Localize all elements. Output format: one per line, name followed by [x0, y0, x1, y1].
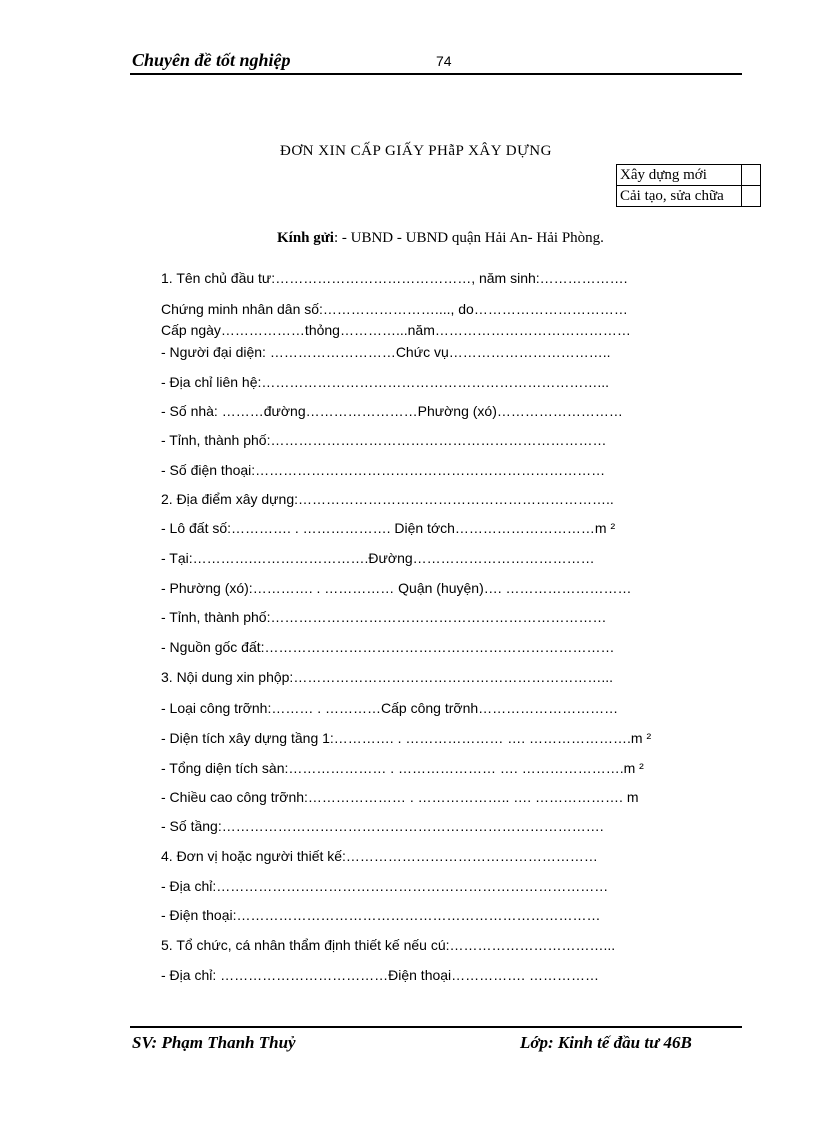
footer-student: SV: Phạm Thanh Thuỷ — [132, 1033, 296, 1052]
form-line: - Phường (xó):…………. . …………… Quận (huyện)…. ……………………… — [161, 580, 632, 596]
form-line: - Điện thoại:…………………………………………………………………… — [161, 907, 601, 923]
footer-divider — [130, 1026, 742, 1028]
form-title: ĐƠN XIN CẤP GIẤY PHẫP XÂY DỰNG — [280, 143, 552, 159]
form-line: - Địa chỉ liên hệ:………………………………………………………………... — [161, 374, 610, 390]
recipient-text: : - UBND - UBND quận Hải An- Hải Phòng. — [333, 230, 604, 246]
option-label-renovation: Cải tạo, sửa chữa — [617, 186, 742, 207]
form-line: - Nguồn gốc đất:………………………………………………………………… — [161, 639, 615, 655]
recipient-label: Kính gửi — [277, 230, 334, 246]
form-line: - Số nhà: ………đường……………………Phường (xó)……………………… — [161, 403, 623, 419]
form-line: Cấp ngày………………thỏng…………...năm…………………………………… — [161, 322, 631, 338]
option-checkbox-new-construction — [742, 165, 761, 186]
header-divider — [130, 73, 742, 75]
option-checkbox-renovation — [742, 186, 761, 207]
option-row — [617, 186, 761, 207]
page-number: 74 — [436, 53, 452, 69]
form-line: - Tại:………….…………………….Đường………………………………… — [161, 550, 595, 566]
form-line: - Tỉnh, thành phố:……………………………………………………………… — [161, 609, 607, 625]
form-line: 5. Tổ chức, cá nhân thẩm định thiết kế nếu cú:……………………………... — [161, 937, 616, 953]
footer-class: Lớp: Kinh tế đầu tư 46B — [520, 1033, 692, 1052]
form-line: 1. Tên chủ đầu tư:……………………………………, năm sinh:………………. — [161, 270, 628, 286]
form-line: - Địa chỉ:………………………………………………………………………… — [161, 878, 609, 894]
form-line: - Số tầng:………………………………………………………………………. — [161, 818, 604, 834]
form-line: Chứng minh nhân dân số:……………………...., do…………………………… — [161, 301, 628, 317]
option-row — [617, 165, 761, 186]
form-line: 2. Địa điểm xây dựng:………………………………………………………….. — [161, 491, 614, 507]
form-line: - Số điện thoại:………………………………………………………………… — [161, 462, 606, 478]
form-line: - Lô đất số:…………. . ………………. Diện tớch…………………………m ² — [161, 520, 616, 536]
form-line: - Diện tích xây dựng tầng 1:…………. . ………………… …. ………………….m ² — [161, 730, 652, 746]
form-line: - Địa chỉ: ………………………………Điện thoại……………. …………… — [161, 967, 599, 983]
option-label-new-construction: Xây dựng mới — [617, 165, 742, 186]
form-line: 3. Nội dung xin phộp:…………………………………………………………... — [161, 669, 613, 685]
form-line: - Loại công trỡnh:……… . …………Cấp công trỡnh………………………… — [161, 700, 619, 716]
recipient-line — [277, 230, 604, 247]
form-line: - Người đại diện: ………………………Chức vụ…………………………….. — [161, 344, 611, 360]
form-line: - Tỉnh, thành phố:……………………………………………………………… — [161, 432, 607, 448]
permit-type-table — [616, 164, 761, 207]
form-line: 4. Đơn vị hoặc người thiết kế:……………………………………………… — [161, 848, 598, 864]
form-line: - Tổng diện tích sàn:………………… . ………………… …. ………………….m ² — [161, 760, 644, 776]
form-line: - Chiều cao công trỡnh:………………… . ……………….. …. ………………. m — [161, 789, 639, 805]
header-title: Chuyên đề tốt nghiệp — [132, 50, 291, 70]
